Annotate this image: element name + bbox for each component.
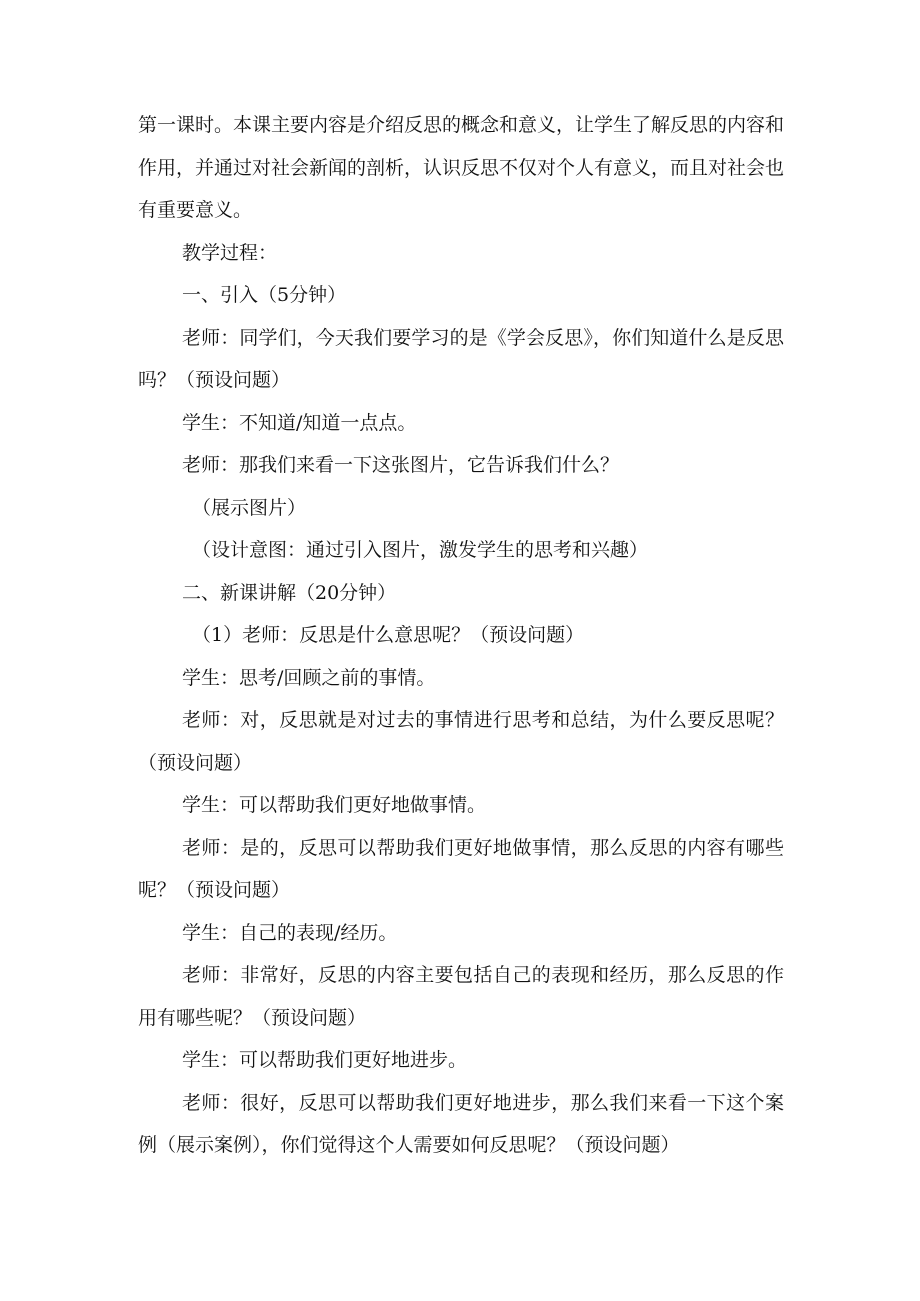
dialogue-line: 老师：是的，反思可以帮助我们更好地做事情，那么反思的内容有哪些呢？（预设问题） [138, 836, 784, 901]
intro-paragraph: 第一课时。本课主要内容是介绍反思的概念和意义，让学生了解反思的内容和作用，并通过对社会新闻的剖析，认识反思不仅对个人有意义，而且对社会也有重要意义。 [138, 114, 785, 221]
dialogue-line: 学生：可以帮助我们更好地做事情。 [182, 794, 487, 816]
dialogue-line: 学生：可以帮助我们更好地进步。 [182, 1049, 468, 1071]
dialogue-line: 老师：非常好，反思的内容主要包括自己的表现和经历，那么反思的作用有哪些呢？（预设问题） [138, 964, 784, 1029]
dialogue-line: 老师：对，反思就是对过去的事情进行思考和总结，为什么要反思呢？（预设问题） [138, 709, 784, 774]
document-body [138, 104, 784, 1167]
section-new-lesson-heading: 二、新课讲解（20分钟） [182, 581, 397, 604]
design-intent-note: （设计意图：通过引入图片，激发学生的思考和兴趣） [192, 539, 649, 561]
dialogue-line: 学生：思考/回顾之前的事情。 [182, 666, 436, 689]
teaching-process-heading: 教学过程： [182, 241, 278, 264]
dialogue-line: （1）老师：反思是什么意思呢？（预设问题） [192, 624, 585, 646]
dialogue-line: 老师：同学们，今天我们要学习的是《学会反思》，你们知道什么是反思吗？（预设问题） [138, 326, 784, 391]
dialogue-line: 老师：很好，反思可以帮助我们更好地进步，那么我们来看一下这个案例（展示案例），你们觉得这个人需要如何反思呢？（预设问题） [138, 1091, 784, 1156]
dialogue-line: 老师：那我们来看一下这张图片，它告诉我们什么？ [182, 454, 620, 476]
dialogue-line: 学生：自己的表现/经历。 [182, 921, 398, 944]
dialogue-line: 学生：不知道/知道一点点。 [182, 411, 417, 434]
stage-direction: （展示图片） [192, 496, 307, 519]
section-introduction-heading: 一、引入（5分钟） [182, 284, 347, 306]
